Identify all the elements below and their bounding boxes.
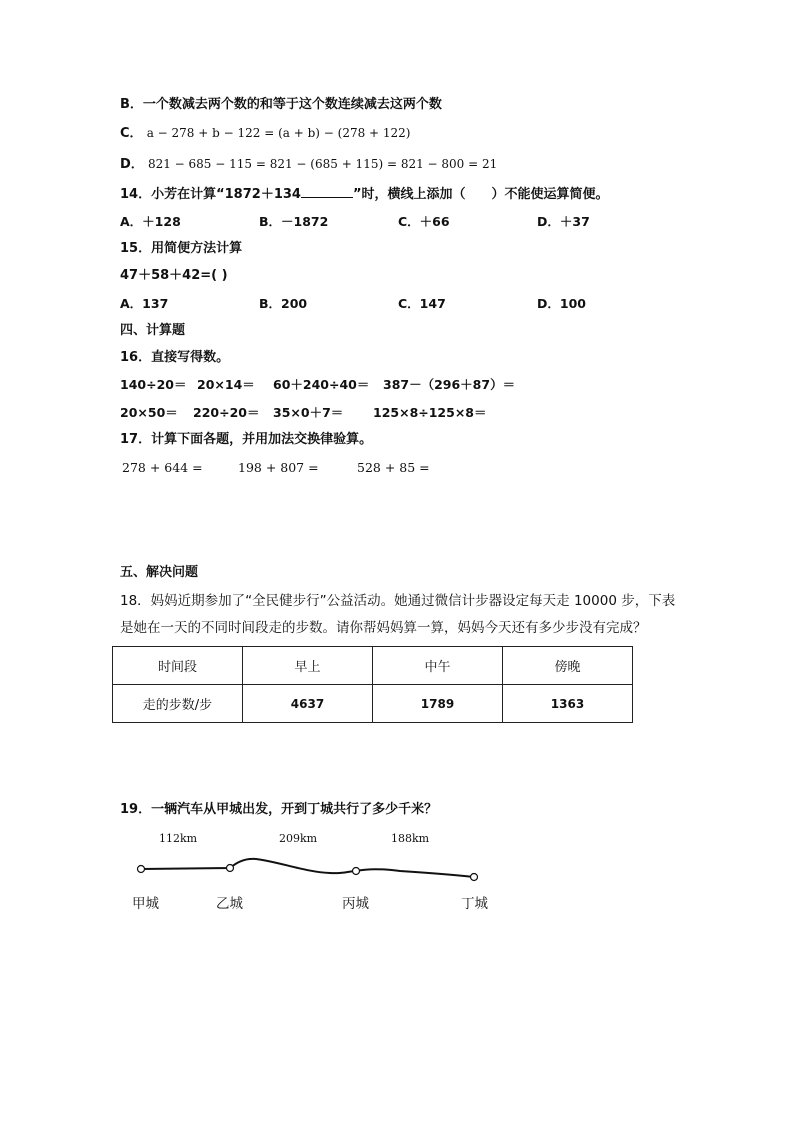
table-row-label: 走的步数/步 [113, 685, 243, 723]
city-label-yi: 乙城 [216, 896, 243, 912]
q15-option-c: C．147 [398, 296, 446, 311]
q14-stem-end: ”时，横线上添加（ ）不能使运算简便。 [352, 187, 609, 202]
q13-option-c-formula: a − 278 + b − 122 = (a + b) − (278 + 122) [146, 126, 411, 140]
q16-item-3: 60＋240÷40＝ [273, 377, 370, 392]
q13-option-c-label: C． [120, 126, 143, 141]
table-cell: 1789 [373, 685, 503, 723]
city-point-bing [353, 868, 360, 875]
q17-item-3: 528 + 85 = [357, 460, 430, 475]
q15-option-a: A．137 [120, 296, 169, 311]
table-cell: 1363 [503, 685, 633, 723]
q14-option-a: A．＋128 [120, 214, 181, 229]
table-header-cell: 时间段 [113, 647, 243, 685]
q15-stem: 15．用简便方法计算 [120, 241, 243, 256]
q17-stem: 17．计算下面各题，并用加法交换律验算。 [120, 432, 373, 447]
section-4-title: 四、计算题 [120, 323, 186, 338]
q15-option-d: D．100 [537, 296, 586, 311]
q19-stem: 19．一辆汽车从甲城出发，开到丁城共行了多少千米？ [120, 802, 438, 817]
q13-option-d-formula: 821 − 685 − 115 = 821 − (685 + 115) = 821 − 800 = 21 [147, 157, 498, 171]
q14-option-d: D．＋37 [537, 214, 590, 229]
q16-item-1: 140÷20＝ [120, 377, 187, 392]
q14-option-c: C．＋66 [398, 214, 450, 229]
q16-item-4: 387－（296＋87）＝ [383, 377, 516, 392]
table-header-cell: 早上 [243, 647, 373, 685]
q16-item-6: 220÷20＝ [193, 405, 260, 420]
q16-item-8: 125×8÷125×8＝ [373, 405, 487, 420]
q14-option-b: B．－1872 [259, 214, 329, 229]
table-cell: 4637 [243, 685, 373, 723]
table-header-cell: 中午 [373, 647, 503, 685]
city-label-jia: 甲城 [132, 896, 159, 912]
route-line [141, 859, 474, 877]
q15-expression: 47＋58＋42=( ) [120, 268, 228, 283]
q16-item-5: 20×50＝ [120, 405, 178, 420]
city-label-bing: 丙城 [342, 896, 369, 912]
city-label-ding: 丁城 [461, 896, 488, 912]
city-point-yi [227, 865, 234, 872]
q16-item-2: 20×14＝ [197, 377, 255, 392]
q18-stem-line-1: 18．妈妈近期参加了“全民健步行”公益活动。她通过微信计步器设定每天走 10000 步，下表 [120, 593, 676, 609]
q16-item-7: 35×0＋7＝ [273, 405, 344, 420]
table-header-cell: 傍晚 [503, 647, 633, 685]
distance-label-1: 112km [159, 832, 198, 845]
q13-option-d-label: D． [120, 157, 144, 172]
q17-item-1: 278 + 644 = [122, 460, 203, 475]
q18-stem-line-2: 是她在一天的不同时间段走的步数。请你帮妈妈算一算，妈妈今天还有多少步没有完成？ [120, 620, 647, 636]
city-point-jia [138, 866, 145, 873]
q13-option-b: B．一个数减去两个数的和等于这个数连续减去这两个数 [120, 97, 442, 112]
q15-option-b: B．200 [259, 296, 308, 311]
q14-stem-start: 14．小芳在计算“1872＋134 [120, 187, 301, 202]
q16-stem: 16．直接写得数。 [120, 350, 230, 365]
q17-item-2: 198 + 807 = [238, 460, 319, 475]
city-point-ding [471, 874, 478, 881]
distance-label-3: 188km [391, 832, 430, 845]
section-5-title: 五、解决问题 [120, 565, 199, 580]
distance-label-2: 209km [279, 832, 318, 845]
